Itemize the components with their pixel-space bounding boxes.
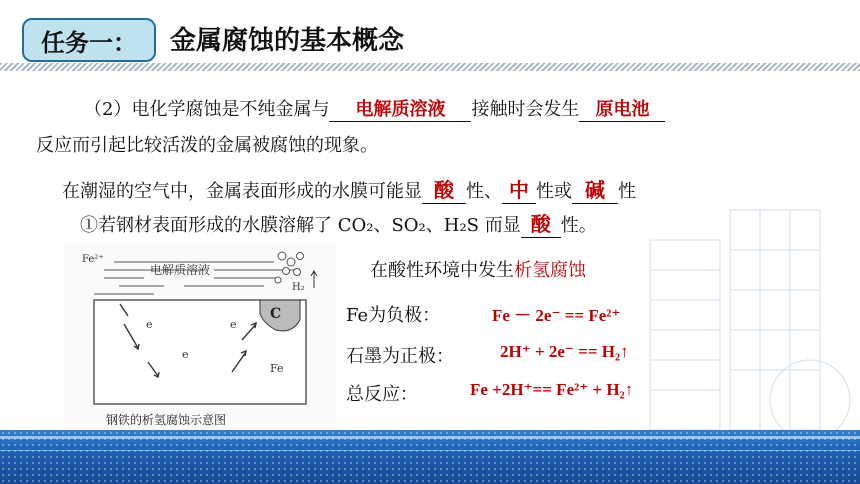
carbon-label: C: [270, 306, 282, 322]
para2-text-a: 在潮湿的空气中，金属表面形成的水膜可能显: [62, 181, 422, 202]
negative-electrode-equation: Fe － 2e⁻ == Fe²⁺: [492, 306, 621, 325]
fe2-label: Fe²⁺: [82, 254, 104, 265]
para1-text-a: （2）电化学腐蚀是不纯金属与: [84, 99, 330, 120]
section-tag: 任务一：: [22, 18, 156, 62]
diagram-svg: [64, 244, 336, 436]
header-divider: [0, 63, 860, 71]
building-watermark: [610, 180, 860, 430]
positive-electrode-label: 石墨为正极：: [346, 346, 454, 367]
para2-text-d: 性: [618, 181, 636, 202]
hydrogen-corrosion-diagram: [64, 244, 336, 436]
overall-reaction-equation: Fe +2H⁺== Fe²⁺ + H₂↑: [470, 380, 634, 399]
para1-line2: 反应而引起比较活泼的金属被腐蚀的现象。: [36, 135, 378, 156]
blank-galvanic: 原电池: [579, 95, 665, 122]
positive-electrode-equation: 2H⁺ + 2e⁻ == H₂↑: [500, 342, 629, 361]
blank-basic: 碱: [572, 174, 618, 204]
overall-reaction-label: 总反应：: [346, 384, 418, 405]
page-title: 金属腐蚀的基本概念: [170, 26, 405, 56]
h2-bubbles: [275, 252, 304, 283]
electrolyte-label: 电解质溶液: [150, 263, 211, 277]
blank-acidic-2: 酸: [521, 208, 561, 238]
footer-band: [0, 430, 860, 484]
blank-acidic: 酸: [422, 174, 466, 204]
para3-text-a: ①若钢材表面形成的水膜溶解了 CO₂、SO₂、H₂S 而显: [80, 215, 521, 236]
environment-note: [370, 256, 586, 282]
electron-label-3: e: [182, 348, 189, 361]
fe-label: Fe: [270, 362, 284, 375]
environment-prefix: 在酸性环境中发生: [370, 260, 514, 281]
para2-text-b: 性、: [466, 181, 502, 202]
blank-neutral: 中: [502, 174, 536, 204]
electron-label-2: e: [230, 318, 237, 331]
blank-electrolyte: 电解质溶液: [329, 95, 471, 122]
para2-line: [62, 174, 636, 204]
para1-line1: [84, 95, 665, 122]
diagram-caption: 钢铁的析氢腐蚀示意图: [106, 413, 227, 427]
hydrogen-evolution-term: 析氢腐蚀: [514, 260, 586, 281]
para2-text-c: 性或: [536, 181, 572, 202]
negative-electrode-label: Fe为负极：: [346, 305, 441, 326]
electron-label-1: e: [146, 318, 153, 331]
para3-line: [80, 208, 597, 238]
para1-text-b: 接触时会发生: [471, 99, 580, 120]
footer-highlight: [0, 436, 860, 439]
h2-label: H₂: [292, 282, 305, 293]
h2-up-arrow: [311, 271, 317, 288]
footer-highlight-2: [0, 450, 860, 451]
para3-text-b: 性。: [560, 215, 597, 236]
